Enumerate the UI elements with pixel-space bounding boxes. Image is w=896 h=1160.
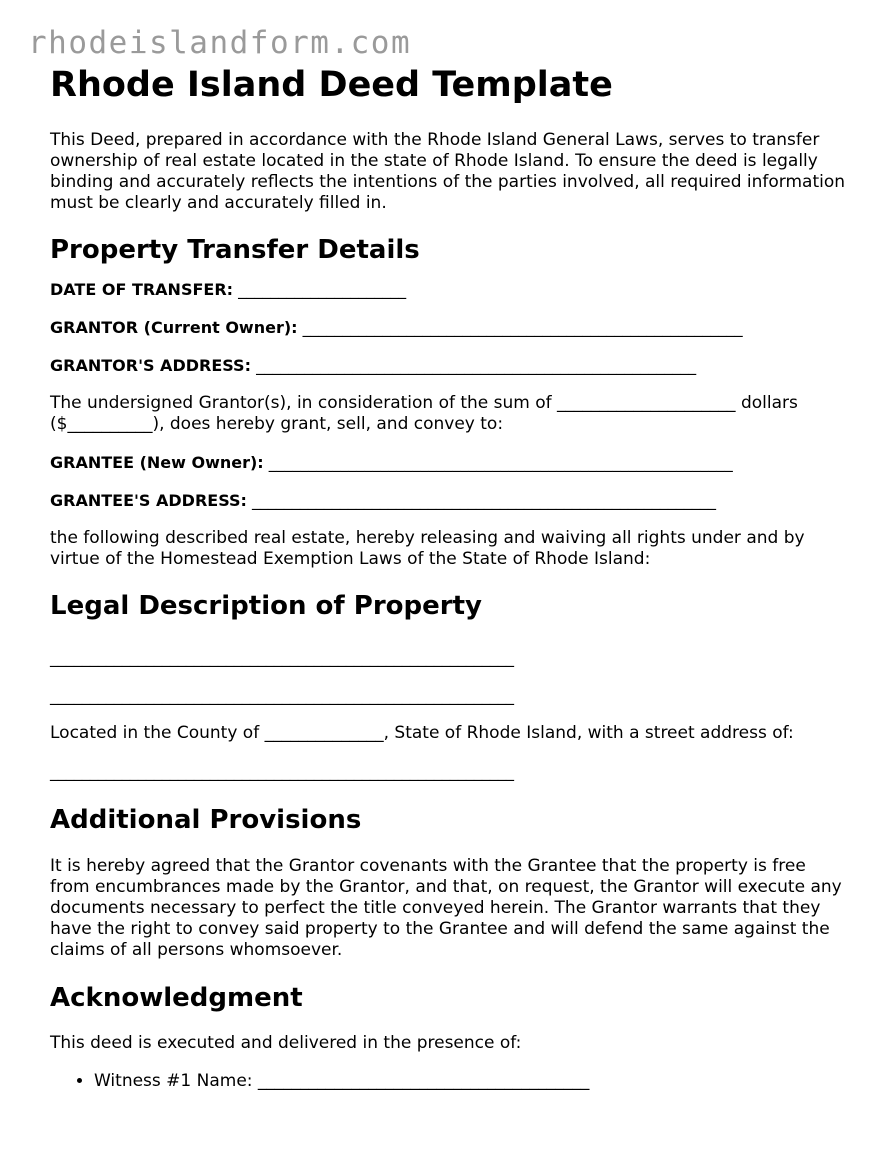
page-title: Rhode Island Deed Template bbox=[50, 65, 613, 105]
intro-paragraph: This Deed, prepared in accordance with the Rhode Island General Laws, serves to transfer ownership of real estate located in the state of Rhode Island. To ensure the deed is legally binding and accurately reflects the intentions of the parties involved, all required information must be clearly and accurately filled in. bbox=[50, 130, 846, 213]
section-heading-transfer: Property Transfer Details bbox=[50, 235, 420, 265]
release-paragraph: the following described real estate, hereby releasing and waiving all rights under and by virtue of the Homestead Exemption Laws of the State of Rhode Island: bbox=[50, 528, 805, 569]
grantor-address-blank: _______________________________________________________ bbox=[256, 356, 697, 375]
consideration-paragraph: The undersigned Grantor(s), in consideration of the sum of _____________________ dollars ($__________), does hereby grant, sell, and convey to: bbox=[50, 393, 798, 434]
witness-list bbox=[50, 1071, 850, 1092]
section-heading-provisions: Additional Provisions bbox=[50, 805, 362, 835]
date-of-transfer-label: DATE OF TRANSFER: bbox=[50, 280, 234, 299]
street-address-line: __________________________________________________________ bbox=[50, 762, 514, 781]
grantor-address-label: GRANTOR'S ADDRESS: bbox=[50, 356, 251, 375]
grantee-address-blank: __________________________________________________________ bbox=[252, 491, 717, 510]
deed-document bbox=[50, 62, 850, 1092]
county-paragraph: Located in the County of ______________, State of Rhode Island, with a street address of: bbox=[50, 723, 794, 743]
watermark: rhodeislandform.com bbox=[28, 25, 412, 61]
section-heading-legal: Legal Description of Property bbox=[50, 591, 482, 621]
legal-description-line-2: __________________________________________________________ bbox=[50, 686, 514, 705]
grantee-address-label: GRANTEE'S ADDRESS: bbox=[50, 491, 247, 510]
grantor-blank: _______________________________________________________ bbox=[302, 318, 743, 337]
grantor-label: GRANTOR (Current Owner): bbox=[50, 318, 298, 337]
provisions-paragraph: It is hereby agreed that the Grantor covenants with the Grantee that the property is free from encumbrances made by the Grantor, and that, on request, the Grantor will execute any documents necessary to perfect the title conveyed herein. The Grantor warrants that they have the right to convey said property to the Grantee and will defend the same against the claims of all persons whomsoever. bbox=[50, 856, 842, 960]
grantee-label: GRANTEE (New Owner): bbox=[50, 453, 264, 472]
grantee-address-field bbox=[50, 490, 850, 511]
witness-1-item: • Witness #1 Name: _______________________________________ bbox=[94, 1071, 850, 1092]
section-heading-acknowledgment: Acknowledgment bbox=[50, 983, 303, 1013]
acknowledgment-paragraph: This deed is executed and delivered in the presence of: bbox=[50, 1033, 522, 1053]
date-of-transfer-field bbox=[50, 279, 850, 300]
grantor-field bbox=[50, 317, 850, 338]
date-of-transfer-blank: _____________________ bbox=[238, 280, 407, 299]
grantor-address-field bbox=[50, 355, 850, 376]
grantee-field bbox=[50, 452, 850, 473]
legal-description-line-1: __________________________________________________________ bbox=[50, 648, 514, 667]
grantee-blank: __________________________________________________________ bbox=[268, 453, 733, 472]
